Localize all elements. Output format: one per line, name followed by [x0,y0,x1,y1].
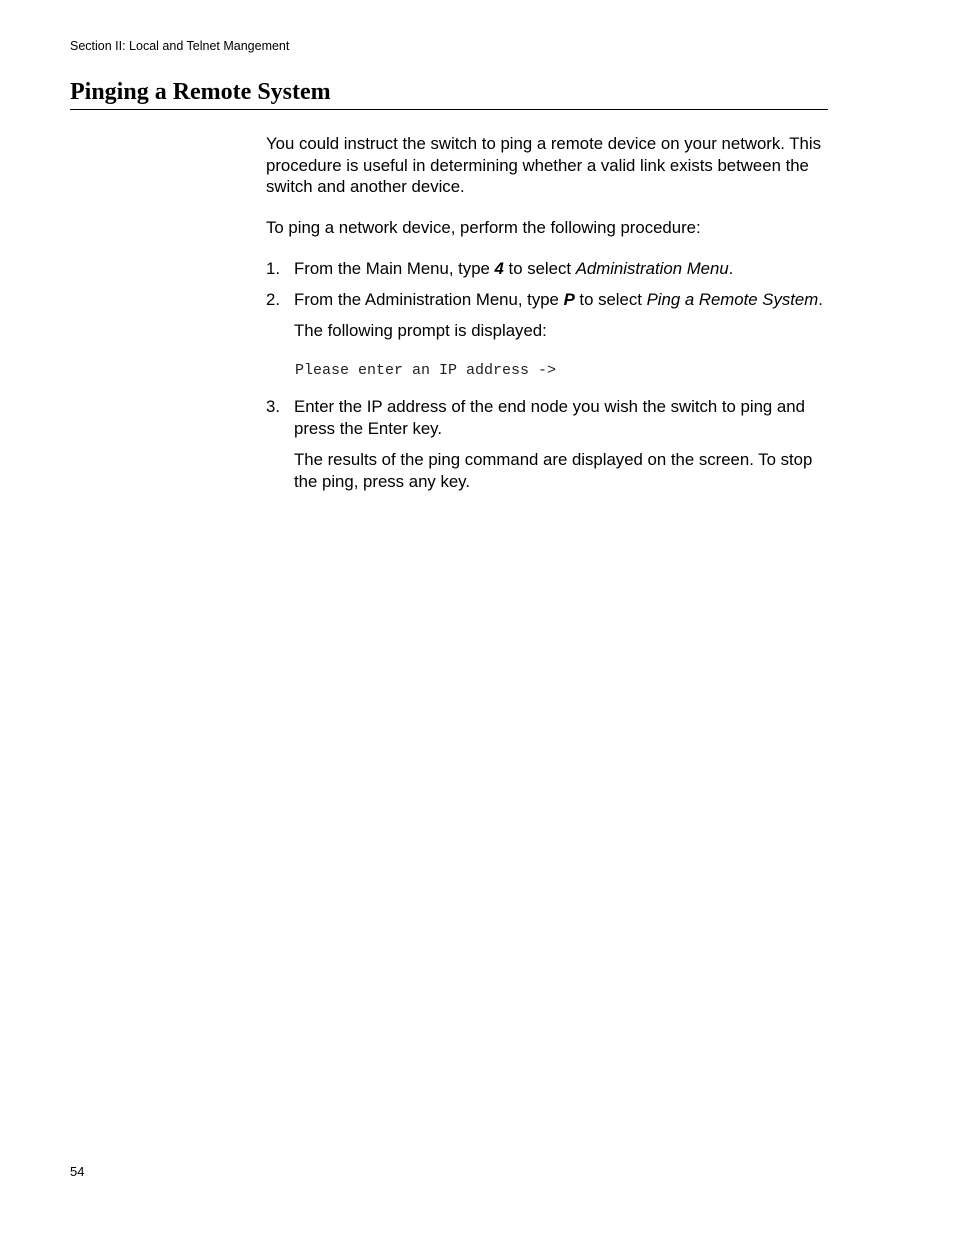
step-3 [266,396,832,439]
console-prompt: Please enter an IP address -> [295,362,557,379]
menu-key: P [563,290,575,309]
step-3-note: The results of the ping command are displayed on the screen. To stop the ping, press any key. [294,450,813,491]
procedure-lead: To ping a network device, perform the following procedure: [266,218,701,237]
page-number: 54 [70,1164,85,1179]
running-header: Section II: Local and Telnet Mangement [70,39,290,53]
step-2 [266,289,832,311]
menu-target: Ping a Remote System [646,290,819,309]
step-text: From the Administration Menu, type P to select Ping a Remote System. [294,290,823,309]
step-1 [266,258,832,280]
step-2-note: The following prompt is displayed: [294,321,547,340]
step-number: 1. [266,259,280,278]
step-number: 3. [266,397,280,416]
section-title: Pinging a Remote System [70,78,828,110]
step-text: Enter the IP address of the end node you wish the switch to ping and press the Enter key. [294,397,805,438]
menu-target: Administration Menu [575,259,729,278]
intro-paragraph: You could instruct the switch to ping a remote device on your network. This procedure is useful in determining whether a valid link exists between the switch and another device. [266,134,822,196]
step-number: 2. [266,290,280,309]
menu-key: 4 [494,259,504,278]
step-text: From the Main Menu, type 4 to select Administration Menu. [294,259,734,278]
